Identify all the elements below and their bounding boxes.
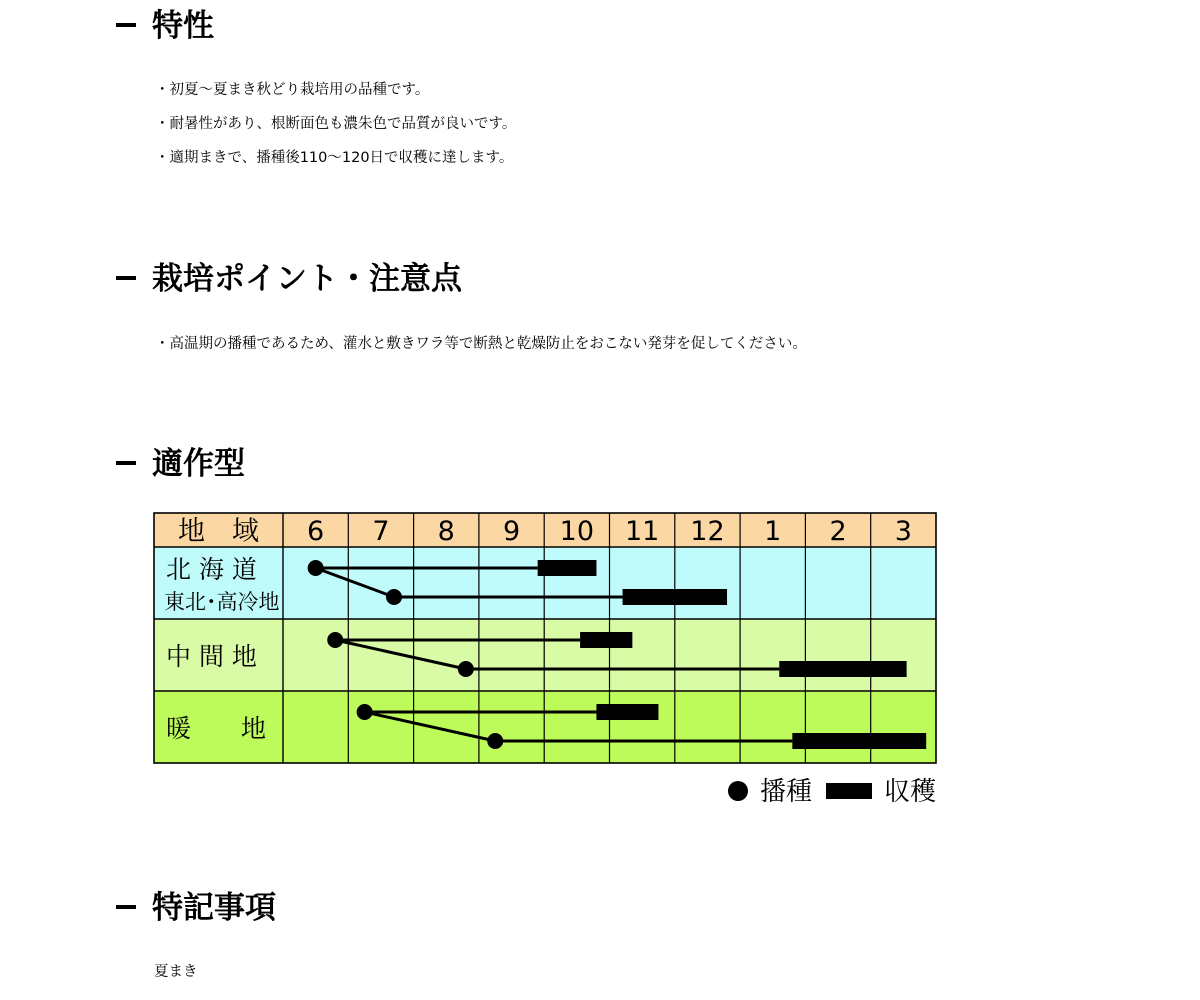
region-label: 北 海 道 — [166, 555, 257, 584]
sowing-dot — [458, 661, 474, 677]
legend-harvest-bar — [826, 783, 872, 799]
month-label: 6 — [307, 516, 325, 547]
region-row-bg — [154, 691, 936, 763]
sowing-dot — [386, 589, 402, 605]
features-item-3: ・適期まきで、播種後110～120日で収穫に達します。 — [155, 150, 514, 166]
harvest-bar — [623, 589, 727, 605]
harvest-bar — [792, 733, 926, 749]
sowing-dot — [487, 733, 503, 749]
features-title: 特性 — [152, 8, 214, 44]
legend-harvest-label: 収穫 — [883, 777, 936, 807]
harvest-bar — [580, 632, 632, 648]
harvest-bar — [538, 560, 597, 576]
month-label: 7 — [372, 516, 390, 547]
section-title-points — [116, 261, 462, 297]
section-dash-icon — [116, 905, 136, 909]
section-dash-icon — [116, 276, 136, 280]
features-item-1: ・初夏～夏まき秋どり栽培用の品種です。 — [155, 82, 430, 98]
notes-title: 特記事項 — [152, 890, 276, 926]
legend-sow-label: 播種 — [759, 777, 812, 807]
region-label: 暖 地 — [166, 714, 267, 743]
points-title: 栽培ポイント・注意点 — [152, 261, 462, 297]
section-title-notes — [116, 890, 276, 926]
harvest-bar — [779, 661, 906, 677]
header-region-label: 地 域 — [178, 516, 259, 547]
month-label: 12 — [690, 516, 725, 547]
month-label: 11 — [624, 516, 660, 547]
region-row-bg — [154, 619, 936, 691]
legend-sow-dot — [728, 781, 748, 801]
region-sublabel: 東北･高冷地 — [164, 590, 280, 614]
features-item-2: ・耐暑性があり、根断面色も濃朱色で品質が良いです。 — [155, 116, 517, 132]
header-row-bg — [154, 513, 936, 547]
section-title-features — [116, 8, 214, 44]
cropping-title: 適作型 — [152, 446, 245, 482]
section-dash-icon — [116, 23, 136, 27]
month-label: 10 — [559, 516, 595, 547]
month-label: 9 — [502, 516, 521, 547]
section-title-cropping — [116, 446, 245, 482]
month-label: 2 — [829, 516, 847, 547]
month-label: 3 — [894, 516, 912, 547]
region-label: 中 間 地 — [166, 642, 257, 671]
points-item-1: ・高温期の播種であるため、灌水と敷きワラ等で断熱と乾燥防止をおこない発芽を促してください。 — [155, 336, 807, 352]
month-label: 1 — [764, 516, 782, 547]
harvest-bar — [596, 704, 658, 720]
notes-text: 夏まき — [154, 964, 198, 980]
cropping-schedule-chart — [152, 511, 942, 811]
section-dash-icon — [116, 461, 136, 465]
month-label: 8 — [437, 516, 455, 547]
